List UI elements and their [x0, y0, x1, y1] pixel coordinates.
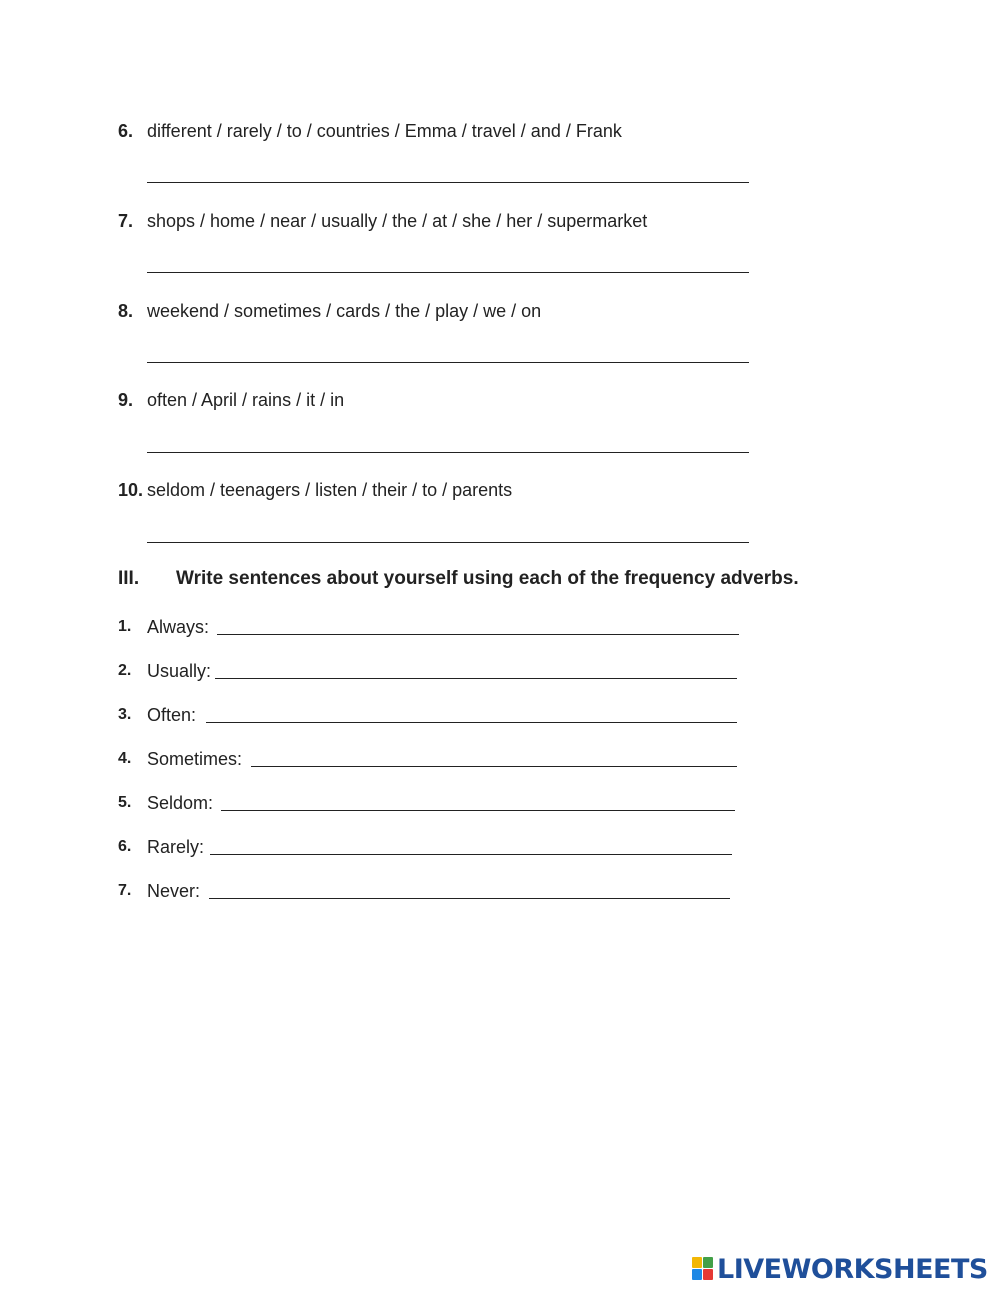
adverb-label: Often: [147, 705, 197, 725]
item-number: 6. [118, 121, 134, 141]
item-number: 9. [118, 390, 134, 410]
adverb-label: Sometimes: [147, 749, 243, 769]
item-number: 4. [118, 750, 132, 767]
answer-line[interactable] [147, 452, 749, 453]
item-number: 5. [118, 794, 132, 811]
adverb-label: Always: [147, 617, 210, 637]
item-number: 3. [118, 706, 132, 723]
item-number: 6. [118, 838, 132, 855]
item-words: weekend / sometimes / cards / the / play / we / on [147, 301, 542, 321]
adverb-label: Never: [147, 881, 201, 901]
section-title: Write sentences about yourself using each of the frequency adverbs. [176, 568, 799, 589]
answer-line[interactable] [147, 272, 749, 273]
logo-block [692, 1257, 702, 1268]
adverb-label: Seldom: [147, 793, 214, 813]
answer-line[interactable] [147, 542, 749, 543]
logo-text: LIVEWORKSHEETS [717, 1254, 988, 1285]
item-number: 1. [118, 618, 132, 635]
answer-line[interactable] [215, 678, 737, 679]
item-number: 10. [118, 480, 144, 500]
logo-block [703, 1257, 713, 1268]
liveworksheets-logo [692, 1254, 992, 1286]
section-numeral: III. [118, 568, 140, 589]
logo-blocks-icon [692, 1257, 714, 1281]
answer-line[interactable] [209, 898, 730, 899]
item-number: 2. [118, 662, 132, 679]
item-words: often / April / rains / it / in [147, 390, 345, 410]
item-number: 7. [118, 882, 132, 899]
answer-line[interactable] [147, 362, 749, 363]
item-words: different / rarely / to / countries / Emma / travel / and / Frank [147, 121, 622, 141]
answer-line[interactable] [210, 854, 732, 855]
item-words: seldom / teenagers / listen / their / to / parents [147, 480, 513, 500]
answer-line[interactable] [251, 766, 737, 767]
adverb-label: Rarely: [147, 837, 205, 857]
adverb-label: Usually: [147, 661, 212, 681]
answer-line[interactable] [221, 810, 735, 811]
answer-line[interactable] [147, 182, 749, 183]
item-number: 7. [118, 211, 134, 231]
answer-line[interactable] [217, 634, 739, 635]
logo-block [692, 1269, 702, 1280]
item-words: shops / home / near / usually / the / at / she / her / supermarket [147, 211, 648, 231]
logo-block [703, 1269, 713, 1280]
answer-line[interactable] [206, 722, 737, 723]
item-number: 8. [118, 301, 134, 321]
